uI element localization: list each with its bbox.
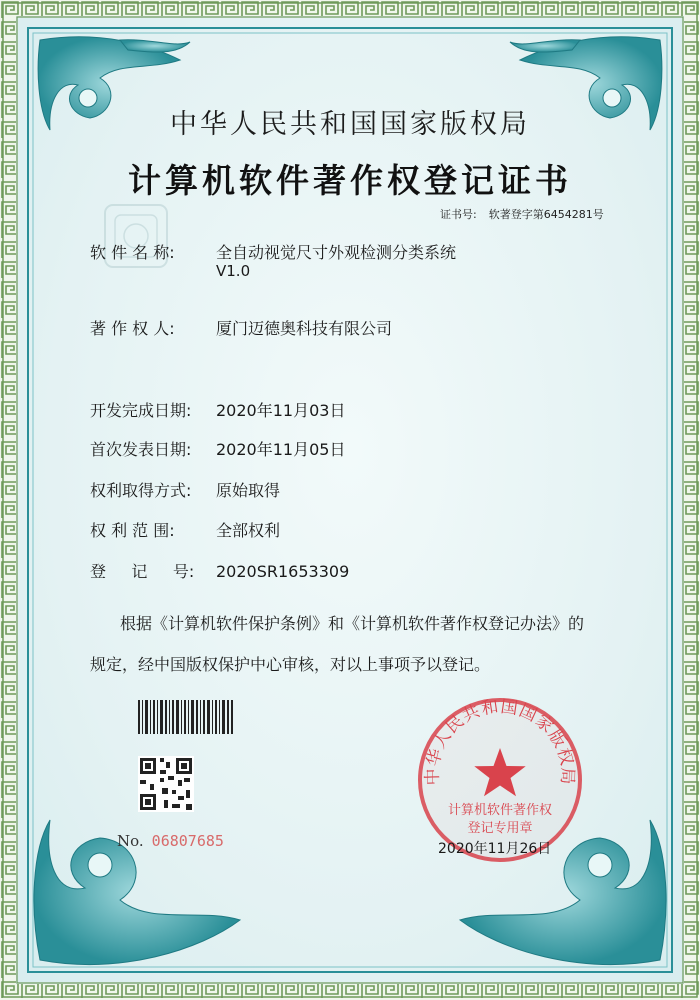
software-version: V1.0 — [216, 262, 251, 280]
serial-value: 06807685 — [151, 832, 224, 850]
dev-date-label: 开发完成日期: — [90, 401, 192, 420]
issuing-authority: 中华人民共和国国家版权局 — [170, 109, 530, 140]
seal-line-2: 登记专用章 — [467, 821, 533, 836]
seal-ring-text: 中华人民共和国国家版权局 — [422, 696, 578, 786]
issue-date: 2020年11月26日 — [438, 841, 552, 857]
pub-date-label: 首次发表日期: — [90, 440, 192, 459]
scope-value: 全部权利 — [216, 521, 281, 540]
qr-code — [138, 756, 194, 812]
barcode — [138, 700, 233, 734]
scope-label: 权 利 范 围: — [90, 521, 175, 540]
serial-number — [117, 832, 224, 850]
scope-row — [90, 518, 280, 541]
seal-line-1: 计算机软件著作权 — [447, 803, 553, 818]
statement-line-2: 规定，经中国版权保护中心审核，对以上事项予以登记。 — [90, 655, 491, 674]
reg-no-row — [90, 559, 349, 582]
certificate-number — [440, 206, 604, 222]
acquire-label: 权利取得方式: — [90, 481, 192, 500]
reg-no-value: 2020SR1653309 — [216, 562, 350, 581]
software-name-value: 全自动视觉尺寸外观检测分类系统 — [216, 243, 457, 262]
certificate-title: 计算机软件著作权登记证书 — [128, 161, 572, 200]
serial-label: No. — [117, 832, 144, 850]
software-name-row — [90, 240, 456, 263]
dev-date-value: 2020年11月03日 — [216, 401, 346, 420]
owner-label: 著 作 权 人: — [90, 319, 175, 338]
owner-value: 厦门迈德奥科技有限公司 — [216, 319, 393, 338]
certificate-number-value: 软著登字第6454281号 — [488, 208, 604, 221]
certificate-number-label: 证书号: — [440, 208, 477, 221]
acquire-value: 原始取得 — [216, 481, 281, 500]
dev-date-row — [90, 398, 345, 421]
pub-date-row — [90, 437, 345, 460]
software-name-label: 软 件 名 称: — [90, 243, 175, 262]
owner-row — [90, 316, 392, 339]
pub-date-value: 2020年11月05日 — [216, 440, 346, 459]
reg-no-label: 登 记 号: — [90, 562, 195, 581]
statement-line-1: 根据《计算机软件保护条例》和《计算机软件著作权登记办法》的 — [120, 614, 585, 633]
acquire-row — [90, 478, 280, 501]
